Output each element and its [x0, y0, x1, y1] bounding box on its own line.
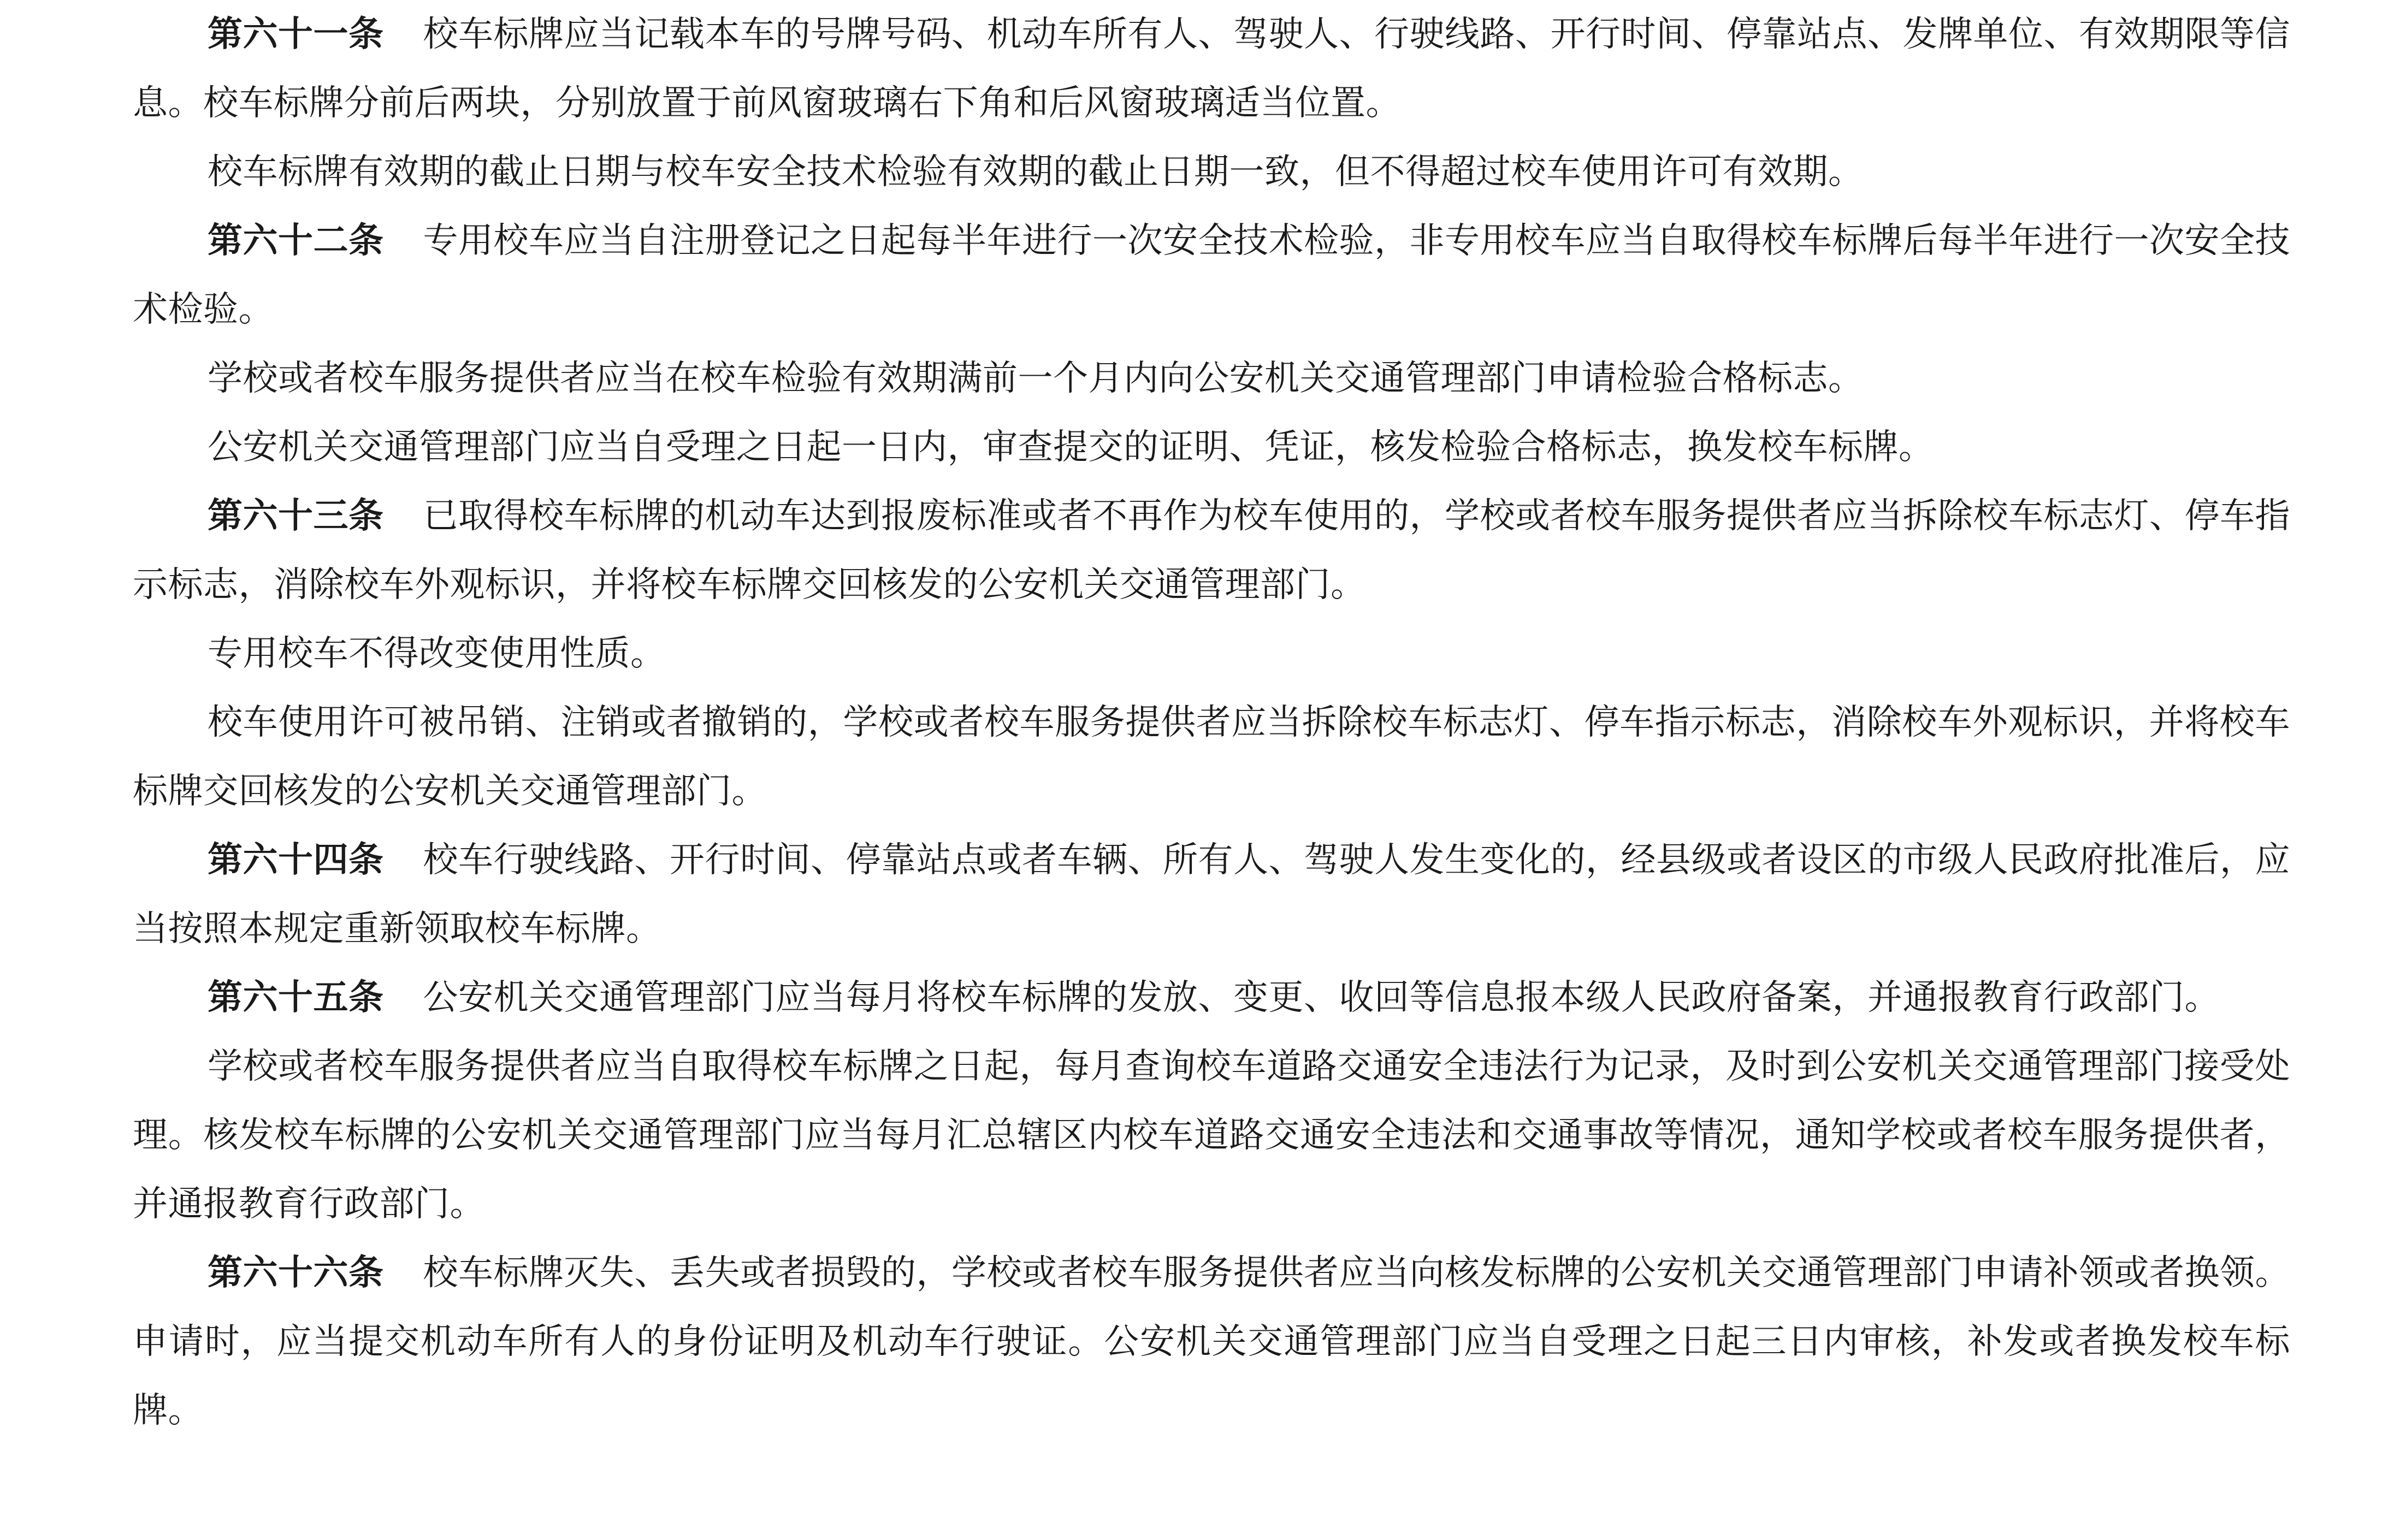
paragraph-article-64 — [133, 826, 2290, 963]
article-number: 第六十四条 — [208, 839, 384, 880]
article-number: 第六十六条 — [208, 1252, 384, 1293]
paragraph-text: 专用校车应当自注册登记之日起每半年进行一次安全技术检验，非专用校车应当自取得校车标牌后每半年进行一次安全技术检验。 — [133, 221, 2290, 330]
paragraph — [133, 413, 2290, 482]
paragraph — [133, 1032, 2290, 1239]
paragraph — [133, 619, 2290, 688]
article-number: 第六十二条 — [208, 220, 384, 261]
paragraph-text: 校车标牌灭失、丢失或者损毁的，学校或者校车服务提供者应当向核发标牌的公安机关交通管理部门申请补领或者换领。申请时，应当提交机动车所有人的身份证明及机动车行驶证。公安机关交通管理部门应当自受理之日起三日内审核，补发或者换发校车标牌。 — [133, 1253, 2290, 1431]
paragraph-text: 公安机关交通管理部门应当每月将校车标牌的发放、变更、收回等信息报本级人民政府备案，并通报教育行政部门。 — [423, 978, 2220, 1018]
article-number: 第六十一条 — [208, 14, 384, 55]
paragraph-text: 校车使用许可被吊销、注销或者撤销的，学校或者校车服务提供者应当拆除校车标志灯、停车指示标志，消除校车外观标识，并将校车标牌交回核发的公安机关交通管理部门。 — [133, 702, 2290, 812]
paragraph-text: 学校或者校车服务提供者应当在校车检验有效期满前一个月内向公安机关交通管理部门申请检验合格标志。 — [208, 358, 1864, 399]
paragraph-text: 专用校车不得改变使用性质。 — [208, 633, 666, 674]
paragraph-article-66 — [133, 1239, 2290, 1445]
paragraph-article-61 — [133, 0, 2290, 138]
paragraph-article-62 — [133, 206, 2290, 344]
paragraph-text: 公安机关交通管理部门应当自受理之日起一日内，审查提交的证明、凭证，核发检验合格标志，换发校车标牌。 — [208, 427, 1934, 467]
paragraph — [133, 344, 2290, 413]
paragraph-text: 校车行驶线路、开行时间、停靠站点或者车辆、所有人、驾驶人发生变化的，经县级或者设区的市级人民政府批准后，应当按照本规定重新领取校车标牌。 — [133, 840, 2290, 949]
article-number: 第六十三条 — [208, 495, 384, 536]
paragraph — [133, 688, 2290, 826]
paragraph — [133, 138, 2290, 206]
paragraph-article-65 — [133, 963, 2290, 1032]
paragraph-text: 校车标牌应当记载本车的号牌号码、机动车所有人、驾驶人、行驶线路、开行时间、停靠站点、发牌单位、有效期限等信息。校车标牌分前后两块，分别放置于前风窗玻璃右下角和后风窗玻璃适当位置。 — [133, 14, 2290, 123]
paragraph-text: 校车标牌有效期的截止日期与校车安全技术检验有效期的截止日期一致，但不得超过校车使用许可有效期。 — [208, 152, 1864, 192]
article-number: 第六十五条 — [208, 977, 384, 1018]
paragraph-text: 已取得校车标牌的机动车达到报废标准或者不再作为校车使用的，学校或者校车服务提供者应当拆除校车标志灯、停车指示标志，消除校车外观标识，并将校车标牌交回核发的公安机关交通管理部门。 — [133, 496, 2290, 605]
regulation-text — [133, 0, 2290, 1445]
paragraph-text: 学校或者校车服务提供者应当自取得校车标牌之日起，每月查询校车道路交通安全违法行为记录，及时到公安机关交通管理部门接受处理。核发校车标牌的公安机关交通管理部门应当每月汇总辖区内校车道路交通安全违法和交通事故等情况，通知学校或者校车服务提供者，并通报教育行政部门。 — [133, 1046, 2290, 1224]
paragraph-article-63 — [133, 482, 2290, 619]
